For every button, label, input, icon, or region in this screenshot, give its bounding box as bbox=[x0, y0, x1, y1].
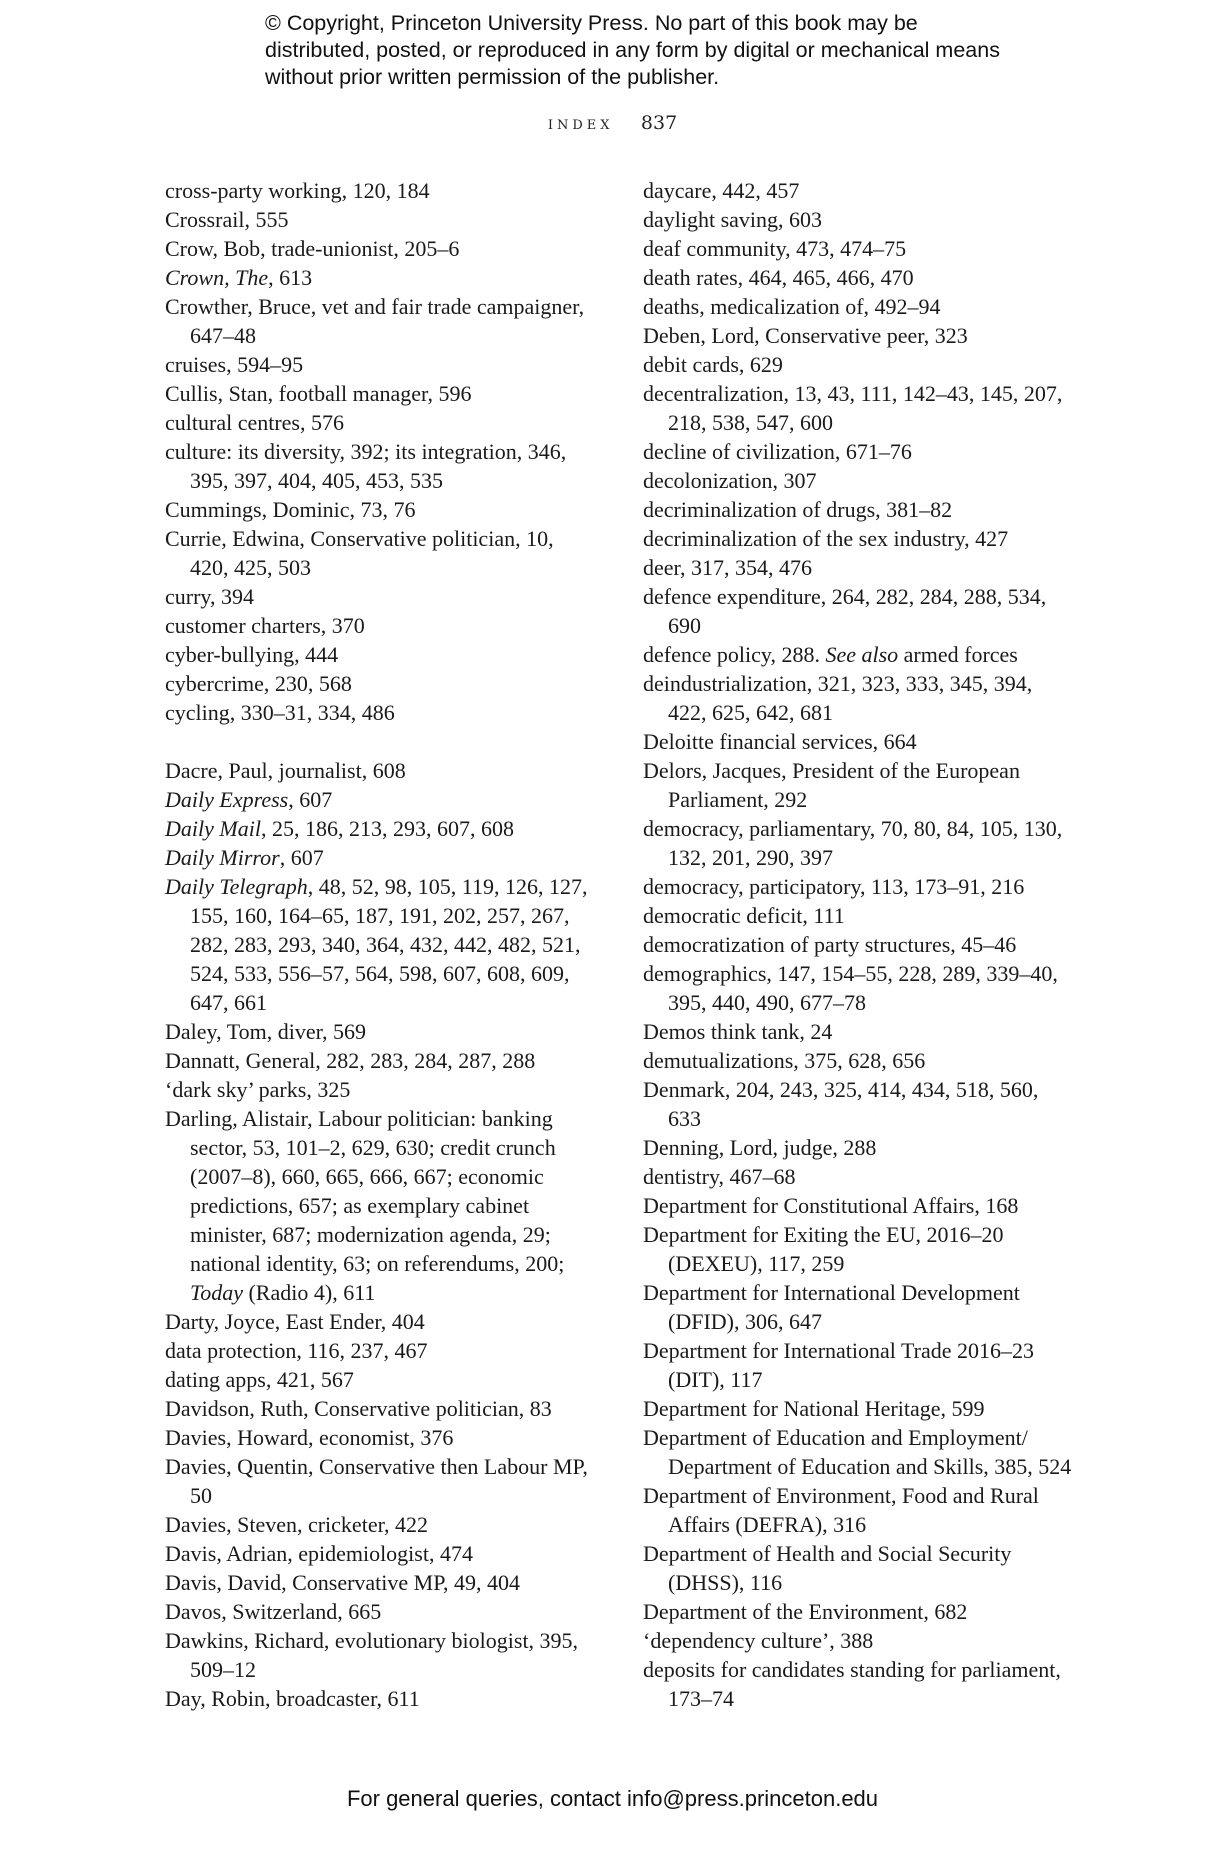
index-entry-text: debit cards, 629 bbox=[643, 352, 783, 377]
index-entry-text: Department for Constitutional Affairs, 168 bbox=[643, 1193, 1019, 1218]
index-entry bbox=[165, 640, 595, 669]
index-entry bbox=[643, 1191, 1073, 1220]
index-entry-text: Department of the Environment, 682 bbox=[643, 1599, 968, 1624]
index-entry-text: Denmark, 204, 243, 325, 414, 434, 518, 560, 633 bbox=[643, 1077, 1039, 1131]
index-entry-text: cycling, 330–31, 334, 486 bbox=[165, 700, 395, 725]
index-entry-text: defence policy, 288. bbox=[643, 642, 820, 667]
index-entry-text: Dawkins, Richard, evolutionary biologist, 395, 509–12 bbox=[165, 1628, 579, 1682]
index-entry-text: Deben, Lord, Conservative peer, 323 bbox=[643, 323, 968, 348]
index-entry-text: Dacre, Paul, journalist, 608 bbox=[165, 758, 406, 783]
index-entry-text: decline of civilization, 671–76 bbox=[643, 439, 912, 464]
index-entry bbox=[643, 1017, 1073, 1046]
index-entry-text: deer, 317, 354, 476 bbox=[643, 555, 812, 580]
index-entry bbox=[643, 1394, 1073, 1423]
index-entry-text: Department for International Development (DFID), 306, 647 bbox=[643, 1280, 1020, 1334]
index-entry-text: decentralization, 13, 43, 111, 142–43, 145, 207, 218, 538, 547, 600 bbox=[643, 381, 1063, 435]
index-entry-text: Davies, Howard, economist, 376 bbox=[165, 1425, 454, 1450]
index-entry-text: Department of Environment, Food and Rural Affairs (DEFRA), 316 bbox=[643, 1483, 1039, 1537]
index-entry bbox=[643, 1539, 1073, 1597]
index-entry bbox=[643, 1162, 1073, 1191]
index-entry-text: demutualizations, 375, 628, 656 bbox=[643, 1048, 926, 1073]
index-entry bbox=[643, 1046, 1073, 1075]
index-entry-text: Davidson, Ruth, Conservative politician, 83 bbox=[165, 1396, 552, 1421]
index-entry-text: , 48, 52, 98, 105, 119, 126, 127, 155, 160, 164–65, 187, 191, 202, 257, 267, 282, 283, 293, 340, 364, 432, 442, 482, 521, 524, 533, 556–57, 564, 598, 607, 608, 609, 647, 661 bbox=[190, 874, 588, 1015]
index-entry-text: , 613 bbox=[268, 265, 313, 290]
index-entry-italic: Daily Mail bbox=[165, 816, 261, 841]
index-entry-text: cybercrime, 230, 568 bbox=[165, 671, 352, 696]
index-entry-text: decolonization, 307 bbox=[643, 468, 817, 493]
index-entry-text: Crowther, Bruce, vet and fair trade campaigner, 647–48 bbox=[165, 294, 585, 348]
index-entry bbox=[643, 1278, 1073, 1336]
index-entry-text: culture: its diversity, 392; its integration, 346, 395, 397, 404, 405, 453, 535 bbox=[165, 439, 567, 493]
index-entry-text: cross-party working, 120, 184 bbox=[165, 178, 430, 203]
index-entry-text: death rates, 464, 465, 466, 470 bbox=[643, 265, 914, 290]
index-entry-text: cruises, 594–95 bbox=[165, 352, 304, 377]
index-entry bbox=[643, 495, 1073, 524]
index-entry-text: Davies, Quentin, Conservative then Labour MP, 50 bbox=[165, 1454, 588, 1508]
index-entry bbox=[643, 872, 1073, 901]
index-entry bbox=[165, 1597, 595, 1626]
index-entry bbox=[165, 872, 595, 1017]
index-entry-text: , 25, 186, 213, 293, 607, 608 bbox=[260, 816, 514, 841]
index-entry bbox=[165, 1104, 595, 1307]
index-entry-text: daycare, 442, 457 bbox=[643, 178, 800, 203]
index-entry-text: ‘dependency culture’, 388 bbox=[643, 1628, 874, 1653]
index-entry-text: Department for International Trade 2016–23 (DIT), 117 bbox=[643, 1338, 1035, 1392]
letter-group-gap bbox=[165, 727, 595, 756]
copyright-notice: © Copyright, Princeton University Press. No part of this book may be distributed, posted, or reproduced in any form by digital or mechanical means without prior written permission of the publisher. bbox=[265, 11, 1000, 89]
index-column-right bbox=[643, 176, 1073, 1713]
index-entry bbox=[643, 321, 1073, 350]
index-entry-text: Deloitte financial services, 664 bbox=[643, 729, 917, 754]
index-entry-text: Delors, Jacques, President of the European Parliament, 292 bbox=[643, 758, 1020, 812]
index-entry-text: (Radio 4), 611 bbox=[242, 1280, 376, 1305]
index-entry-italic: Today bbox=[190, 1280, 243, 1305]
index-entry bbox=[165, 1452, 595, 1510]
index-entry bbox=[165, 495, 595, 524]
index-entry-text: , 607 bbox=[279, 845, 324, 870]
index-entry-text: decriminalization of drugs, 381–82 bbox=[643, 497, 953, 522]
index-entry-text: Department for National Heritage, 599 bbox=[643, 1396, 985, 1421]
index-entry bbox=[165, 205, 595, 234]
index-entry bbox=[643, 901, 1073, 930]
index-entry bbox=[643, 930, 1073, 959]
index-entry bbox=[643, 379, 1073, 437]
index-entry-text: Department of Education and Employment/ Department of Education and Skills, 385, 524 bbox=[643, 1425, 1072, 1479]
index-entry-text: demographics, 147, 154–55, 228, 289, 339–40, 395, 440, 490, 677–78 bbox=[643, 961, 1058, 1015]
index-entry-text: Davis, Adrian, epidemiologist, 474 bbox=[165, 1541, 473, 1566]
index-entry-text: democracy, parliamentary, 70, 80, 84, 105, 130, 132, 201, 290, 397 bbox=[643, 816, 1063, 870]
index-entry-text: democracy, participatory, 113, 173–91, 216 bbox=[643, 874, 1025, 899]
index-entry bbox=[165, 1307, 595, 1336]
index-entry-text: deindustrialization, 321, 323, 333, 345, 394, 422, 625, 642, 681 bbox=[643, 671, 1033, 725]
index-entry bbox=[165, 1046, 595, 1075]
index-entry bbox=[643, 959, 1073, 1017]
index-entry bbox=[643, 1481, 1073, 1539]
index-entry-text: dentistry, 467–68 bbox=[643, 1164, 796, 1189]
index-entry-text: deaf community, 473, 474–75 bbox=[643, 236, 907, 261]
index-entry-text: Demos think tank, 24 bbox=[643, 1019, 833, 1044]
index-entry bbox=[165, 1336, 595, 1365]
index-entry bbox=[165, 1568, 595, 1597]
index-entry bbox=[643, 176, 1073, 205]
index-entry bbox=[165, 785, 595, 814]
index-entry-text: Davis, David, Conservative MP, 49, 404 bbox=[165, 1570, 521, 1595]
index-entry bbox=[165, 176, 595, 205]
index-entry bbox=[643, 1626, 1073, 1655]
index-entry-text: deposits for candidates standing for parliament, 173–74 bbox=[643, 1657, 1061, 1711]
index-entry bbox=[643, 1220, 1073, 1278]
index-entry-italic: Daily Mirror bbox=[165, 845, 280, 870]
index-entry bbox=[165, 524, 595, 582]
index-entry bbox=[165, 1017, 595, 1046]
index-entry bbox=[165, 437, 595, 495]
index-entry bbox=[165, 814, 595, 843]
index-entry bbox=[165, 263, 595, 292]
index-entry bbox=[643, 524, 1073, 553]
index-entry-text: cyber-bullying, 444 bbox=[165, 642, 339, 667]
index-entry bbox=[165, 1365, 595, 1394]
index-entry-text: armed forces bbox=[898, 642, 1018, 667]
index-entry bbox=[643, 1075, 1073, 1133]
index-entry-text: data protection, 116, 237, 467 bbox=[165, 1338, 428, 1363]
index-entry-text: democratization of party structures, 45–46 bbox=[643, 932, 1017, 957]
index-entry-text: Darty, Joyce, East Ender, 404 bbox=[165, 1309, 425, 1334]
index-entry-text: ‘dark sky’ parks, 325 bbox=[165, 1077, 351, 1102]
index-entry bbox=[643, 350, 1073, 379]
index-entry-text: Denning, Lord, judge, 288 bbox=[643, 1135, 877, 1160]
index-entry-text: Darling, Alistair, Labour politician: banking sector, 53, 101–2, 629, 630; credit crunch (2007–8), 660, 665, 666, 667; economic predictions, 657; as exemplary cabinet minister, 687; modernization agenda, 29; national identity, 63; on referendums, 200; bbox=[165, 1106, 565, 1276]
index-entry-italic: Daily Telegraph bbox=[165, 874, 308, 899]
index-entry bbox=[643, 437, 1073, 466]
running-head bbox=[0, 112, 1225, 134]
index-entry bbox=[165, 350, 595, 379]
index-entry bbox=[643, 727, 1073, 756]
index-entry bbox=[643, 234, 1073, 263]
index-entry bbox=[165, 1394, 595, 1423]
index-entry bbox=[165, 1075, 595, 1104]
index-entry-text: Currie, Edwina, Conservative politician, 10, 420, 425, 503 bbox=[165, 526, 554, 580]
index-entry bbox=[165, 1684, 595, 1713]
index-entry-text: Cummings, Dominic, 73, 76 bbox=[165, 497, 416, 522]
index-entry-text: Davos, Switzerland, 665 bbox=[165, 1599, 382, 1624]
index-entry bbox=[165, 611, 595, 640]
index-entry bbox=[165, 756, 595, 785]
index-entry bbox=[643, 756, 1073, 814]
index-column-left bbox=[165, 176, 595, 1713]
index-entry bbox=[165, 1626, 595, 1684]
index-entry-text: dating apps, 421, 567 bbox=[165, 1367, 354, 1392]
index-entry bbox=[643, 553, 1073, 582]
index-entry bbox=[165, 669, 595, 698]
index-entry-text: Dannatt, General, 282, 283, 284, 287, 288 bbox=[165, 1048, 536, 1073]
index-entry bbox=[643, 466, 1073, 495]
index-entry-text: democratic deficit, 111 bbox=[643, 903, 845, 928]
index-entry-text: daylight saving, 603 bbox=[643, 207, 823, 232]
index-entry-text: Daley, Tom, diver, 569 bbox=[165, 1019, 367, 1044]
index-entry-text: Crow, Bob, trade-unionist, 205–6 bbox=[165, 236, 460, 261]
index-entry bbox=[165, 379, 595, 408]
index-entry bbox=[643, 814, 1073, 872]
index-entry bbox=[165, 582, 595, 611]
index-entry-italic: Daily Express bbox=[165, 787, 289, 812]
index-entry-text: Cullis, Stan, football manager, 596 bbox=[165, 381, 472, 406]
index-entry bbox=[165, 1539, 595, 1568]
index-entry bbox=[643, 582, 1073, 640]
index-entry bbox=[643, 640, 1073, 669]
index-entry-italic: Crown, The bbox=[165, 265, 269, 290]
index-entry bbox=[643, 669, 1073, 727]
index-entry-text: customer charters, 370 bbox=[165, 613, 365, 638]
index-entry bbox=[643, 1423, 1073, 1481]
index-entry-text: Department of Health and Social Security (DHSS), 116 bbox=[643, 1541, 1012, 1595]
index-entry-italic: See also bbox=[819, 642, 899, 667]
index-entry-text: deaths, medicalization of, 492–94 bbox=[643, 294, 941, 319]
footer-contact: For general queries, contact info@press.princeton.edu bbox=[346, 1786, 879, 1811]
index-entry bbox=[643, 1133, 1073, 1162]
index-entry-text: curry, 394 bbox=[165, 584, 254, 609]
index-entry bbox=[165, 1510, 595, 1539]
index-entry bbox=[165, 698, 595, 727]
index-entry-text: cultural centres, 576 bbox=[165, 410, 344, 435]
index-entry-text: Department for Exiting the EU, 2016–20 (DEXEU), 117, 259 bbox=[643, 1222, 1004, 1276]
index-entry-text: Day, Robin, broadcaster, 611 bbox=[165, 1686, 420, 1711]
page-number: 837 bbox=[640, 112, 678, 134]
index-entry bbox=[165, 843, 595, 872]
index-entry-text: Crossrail, 555 bbox=[165, 207, 289, 232]
index-entry bbox=[643, 205, 1073, 234]
running-head-label: index bbox=[547, 112, 614, 134]
index-entry-text: decriminalization of the sex industry, 427 bbox=[643, 526, 1009, 551]
index-entry bbox=[643, 1597, 1073, 1626]
index-entry bbox=[165, 408, 595, 437]
index-entry-text: , 607 bbox=[288, 787, 333, 812]
index-entry bbox=[643, 263, 1073, 292]
index-entry bbox=[643, 1336, 1073, 1394]
index-entry bbox=[165, 292, 595, 350]
index-entry bbox=[165, 234, 595, 263]
index-entry bbox=[643, 1655, 1073, 1713]
index-entry-text: Davies, Steven, cricketer, 422 bbox=[165, 1512, 429, 1537]
index-entry bbox=[643, 292, 1073, 321]
index-entry bbox=[165, 1423, 595, 1452]
index-entry-text: defence expenditure, 264, 282, 284, 288, 534, 690 bbox=[643, 584, 1047, 638]
